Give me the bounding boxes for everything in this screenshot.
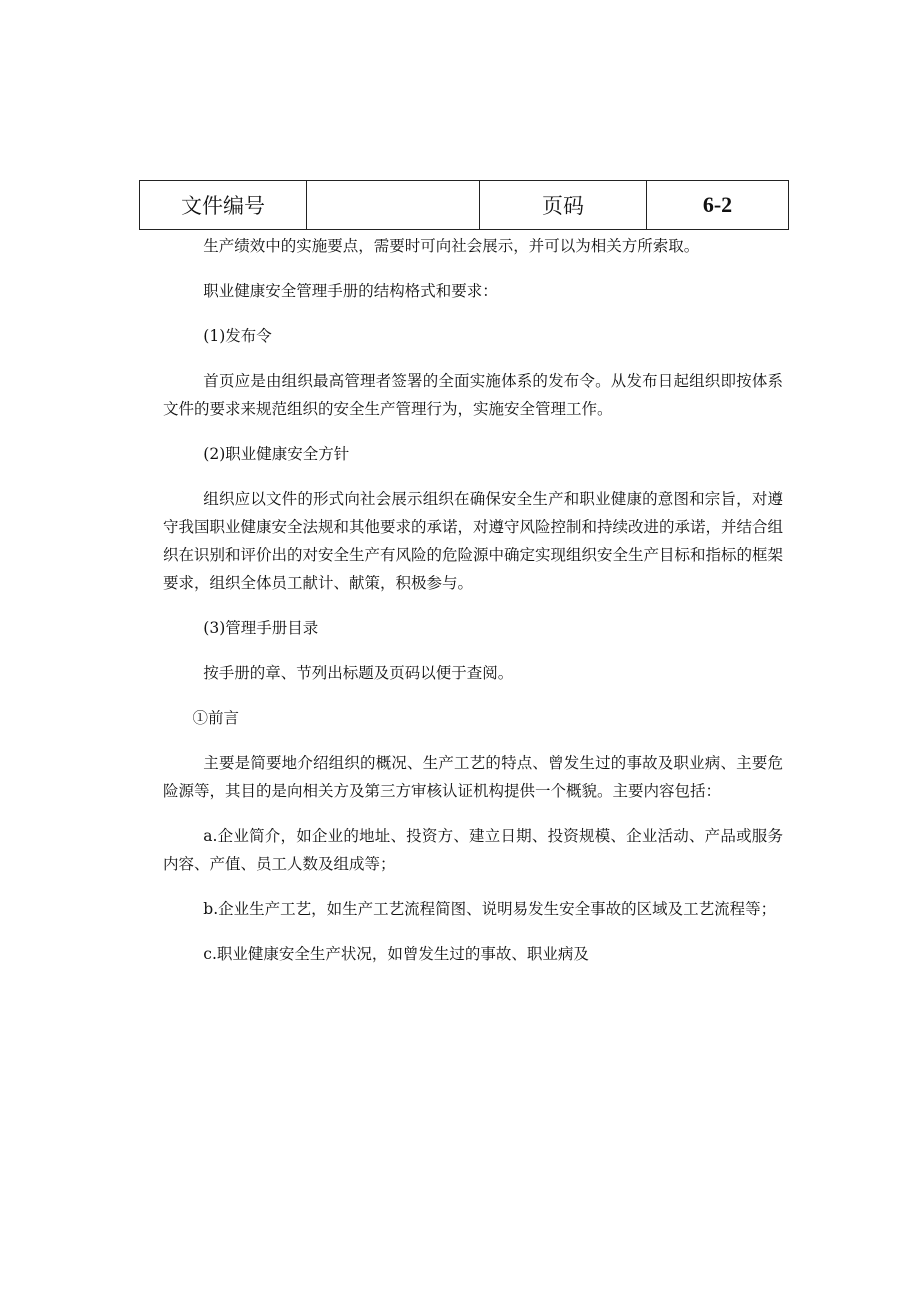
document-body	[163, 232, 783, 968]
paragraph-structure-intro: 职业健康安全管理手册的结构格式和要求：	[203, 282, 498, 300]
paragraph-continuation: 生产绩效中的实施要点，需要时可向社会展示，并可以为相关方所索取。	[203, 237, 700, 255]
list-item-c: c.职业健康安全生产状况，如曾发生过的事故、职业病及	[203, 945, 589, 963]
list-item-b: b.企业生产工艺，如生产工艺流程简图、说明易发生安全事故的区域及工艺流程等；	[203, 900, 777, 918]
document-header-table	[139, 180, 789, 230]
paragraph-manual-toc: 按手册的章、节列出标题及页码以便于查阅。	[203, 664, 514, 682]
section-heading-release-order: (1)发布令	[203, 327, 272, 345]
doc-number-value	[307, 181, 480, 230]
doc-number-label: 文件编号	[140, 181, 307, 230]
list-item-a: a.企业简介，如企业的地址、投资方、建立日期、投资规模、企业活动、产品或服务内容、产值、员工人数及组成等；	[163, 827, 783, 873]
paragraph-preface: 主要是简要地介绍组织的概况、生产工艺的特点、曾发生过的事故及职业病、主要危险源等，其目的是向相关方及第三方审核认证机构提供一个概貌。主要内容包括：	[163, 754, 783, 800]
paragraph-policy: 组织应以文件的形式向社会展示组织在确保安全生产和职业健康的意图和宗旨，对遵守我国职业健康安全法规和其他要求的承诺，对遵守风险控制和持续改进的承诺，并结合组织在识别和评价出的对安全生产有风险的危险源中确定实现组织安全生产目标和指标的框架要求，组织全体员工献计、献策，积极参与。	[163, 490, 784, 592]
section-heading-policy: (2)职业健康安全方针	[203, 445, 350, 463]
section-heading-manual-toc: (3)管理手册目录	[203, 619, 319, 637]
page-number-value: 6-2	[647, 181, 789, 230]
page-label: 页码	[480, 181, 647, 230]
header-row	[140, 181, 789, 230]
section-heading-preface: ①前言	[192, 709, 239, 727]
paragraph-release-order: 首页应是由组织最高管理者签署的全面实施体系的发布令。从发布日起组织即按体系文件的要求来规范组织的安全生产管理行为，实施安全管理工作。	[163, 372, 783, 418]
